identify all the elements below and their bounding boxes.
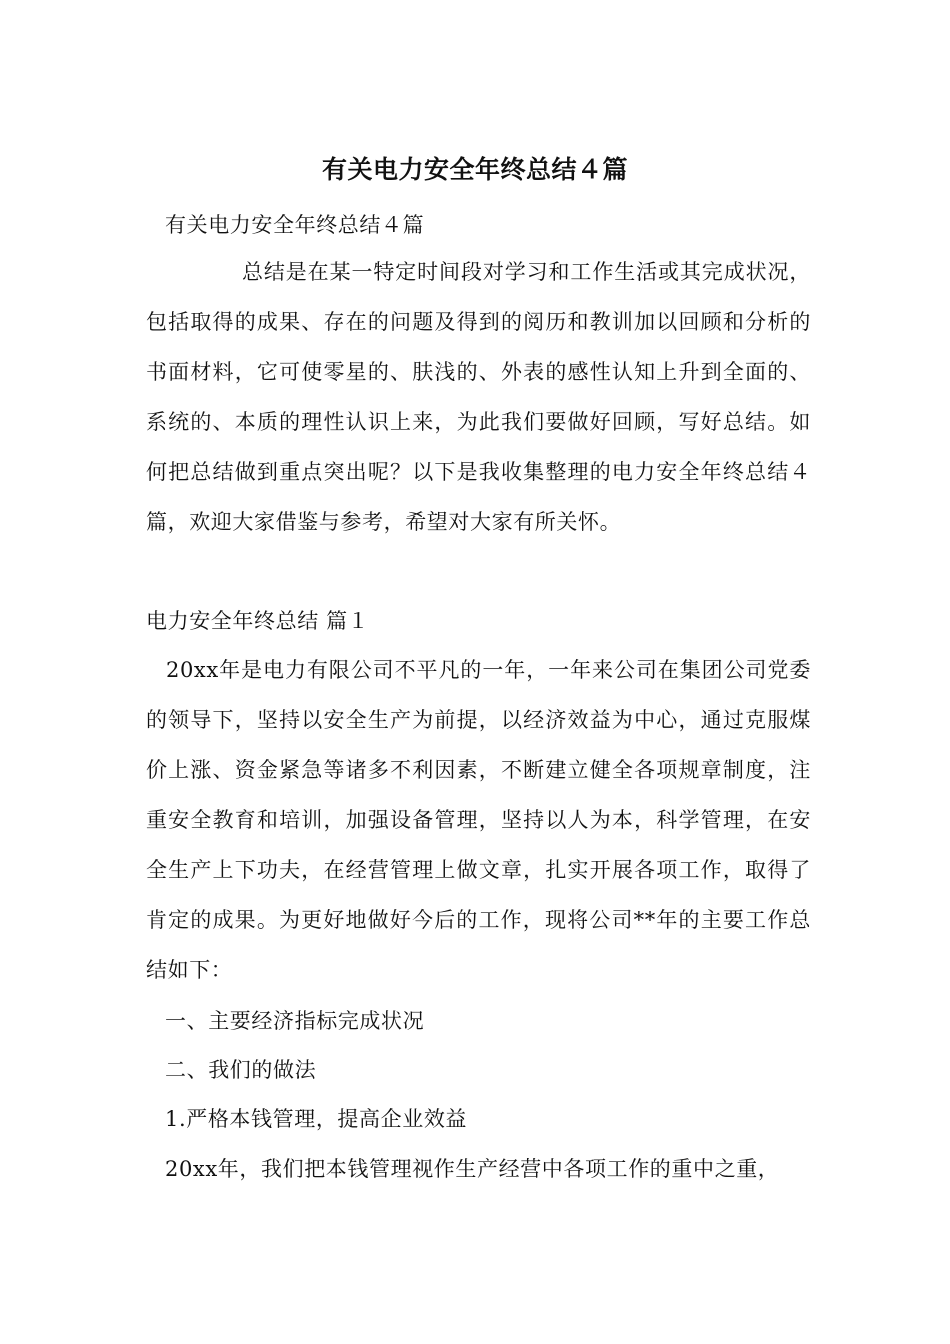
body-paragraph-2: 20xx年，我们把本钱管理视作生产经营中各项工作的重中之重，	[165, 1157, 780, 1181]
intro-paragraph: 总结是在某一特定时间段对学习和工作生活或其完成状况，包括取得的成果、存在的问题及得到的阅历和教训加以回顾和分析的书面材料，它可使零星的、肤浅的、外表的感性认知上升到全面的、系统的、本质的理性认识上来，为此我们要做好回顾，写好总结。如何把总结做到重点突出呢？以下是我收集整理的电力安全年终总结４篇，欢迎大家借鉴与参考，希望对大家有所关怀。	[146, 260, 811, 534]
document-title: 有关电力安全年终总结４篇	[321, 155, 628, 184]
list-item: 一、主要经济指标完成状况	[165, 1009, 425, 1033]
section-heading: 电力安全年终总结 篇１	[146, 609, 370, 633]
body-paragraph-1: 20xx年是电力有限公司不平凡的一年，一年来公司在集团公司党委的领导下，坚持以安全生产为前提，以经济效益为中心，通过克服煤价上涨、资金紧急等诸多不利因素，不断建立健全各项规章制度，注重安全教育和培训，加强设备管理，坚持以人为本，科学管理，在安全生产上下功夫，在经营管理上做文章，扎实开展各项工作，取得了肯定的成果。为更好地做好今后的工作，现将公司**年的主要工作总结如下：	[146, 658, 811, 982]
list-item: 1.严格本钱管理，提高企业效益	[165, 1107, 468, 1131]
document-subtitle: 有关电力安全年终总结４篇	[165, 213, 425, 237]
list-item: 二、我们的做法	[165, 1058, 317, 1082]
